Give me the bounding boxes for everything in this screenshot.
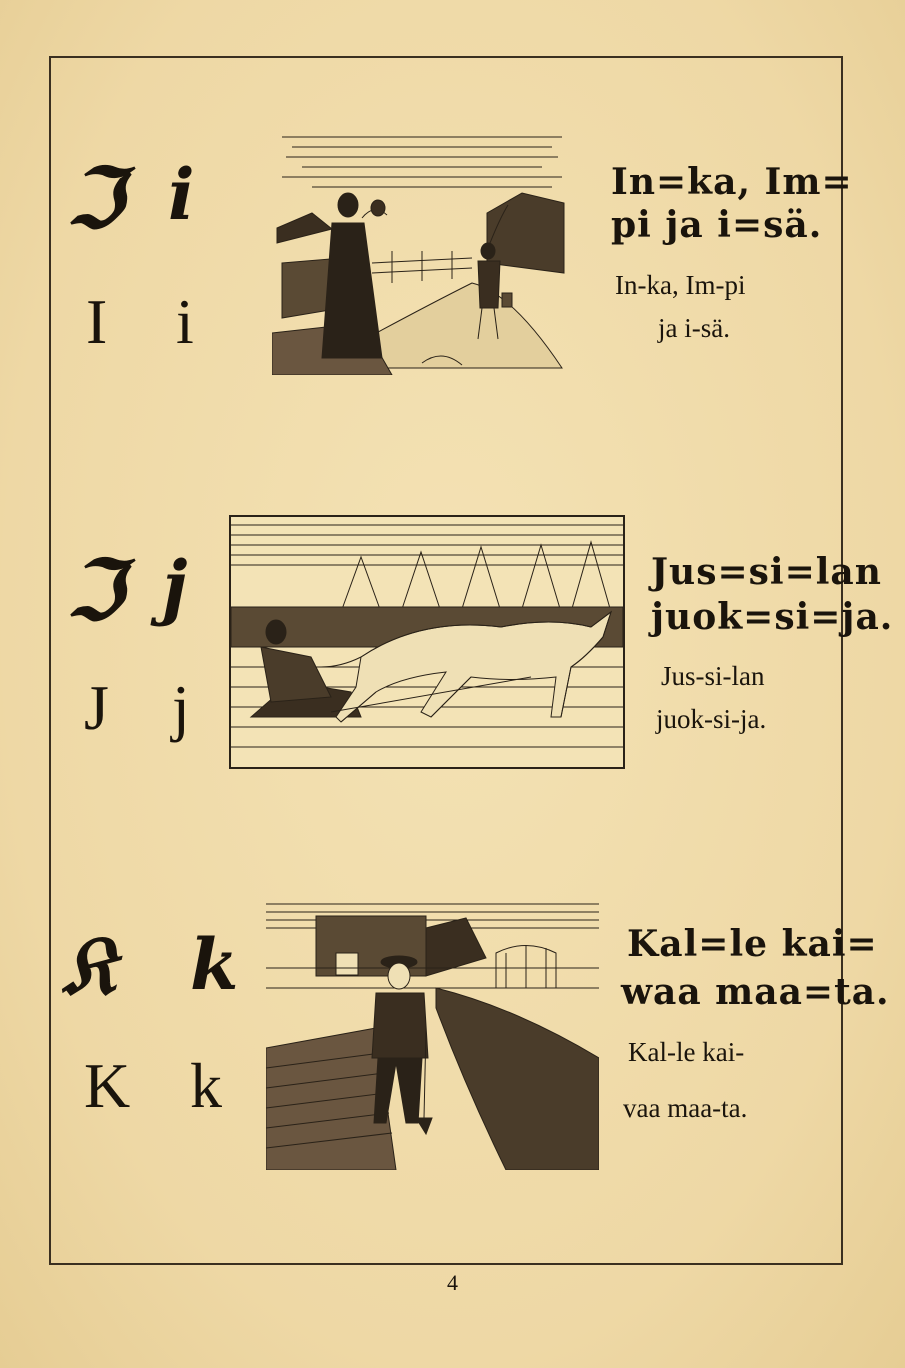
roman-line: ja i-sä. [658, 313, 730, 343]
roman-line: In-ka, Im-pi [615, 270, 746, 300]
fraktur-capital-letter: 𝔎 [62, 918, 116, 1014]
fraktur-small-letter: k [190, 923, 239, 1006]
fraktur-small-letter: i [168, 153, 195, 236]
fraktur-capital-letter: ℑ [66, 151, 124, 247]
fraktur-line: waa maa=ta. [621, 971, 890, 1013]
fraktur-capital-letter: ℑ [66, 543, 124, 639]
roman-line: Jus-si-lan [661, 661, 765, 691]
illustration-woman-child-man [272, 133, 567, 375]
roman-small-letter: i [176, 286, 194, 357]
illustration-man-digging [266, 898, 599, 1170]
fraktur-line: pi ja i=sä. [611, 204, 823, 246]
fraktur-line: juok=si=ja. [651, 596, 894, 638]
fraktur-small-letter: j [162, 545, 188, 628]
roman-small-letter: k [190, 1050, 222, 1121]
roman-capital-letter: I [86, 286, 108, 357]
roman-capital-letter: J [84, 672, 109, 743]
roman-line: vaa maa-ta. [623, 1093, 748, 1123]
roman-capital-letter: K [84, 1050, 131, 1121]
fraktur-line: Jus=si=lan [651, 551, 882, 593]
engraving-image [272, 133, 567, 375]
fraktur-line: Kal=le kai= [627, 923, 878, 965]
roman-line: Kal-le kai- [628, 1037, 745, 1067]
engraving-image [231, 517, 623, 767]
fraktur-line: In=ka, Im= [611, 161, 853, 203]
roman-small-letter: j [172, 672, 190, 743]
engraving-image [266, 898, 599, 1170]
page-number: 4 [447, 1270, 458, 1295]
roman-line: juok-si-ja. [656, 704, 767, 734]
illustration-horse-sleigh [229, 515, 625, 769]
